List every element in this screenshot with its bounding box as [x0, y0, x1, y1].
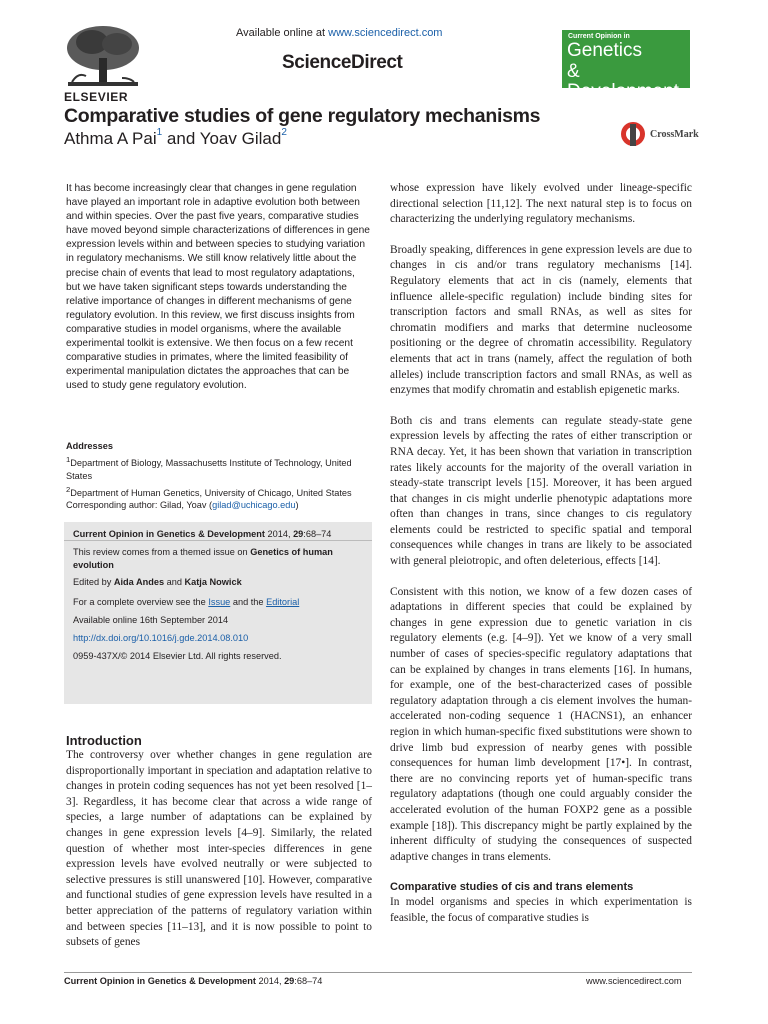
abstract: It has become increasingly clear that changes in gene regulation have played an important role in adaptive evolution both between and within species. Over the past five years, comparative studies have moved beyond simple characterizations of differences in gene expression levels within and between species to studying variation in regulatory mechanisms. We still know relatively little about the precise chain of events that lead to most regulatory adaptations, but we have taken significant steps towards understanding the relative importance of changes in different mechanisms of gene regulatory evolution. In this review, we first discuss insights from comparative studies in model organisms, where the available experimental toolkit is extensive. We then focus on a few recent comparative studies in primates, where the limited feasibility of experimental manipulation dictates the approaches that can be used to study gene regulatory evolution. [66, 183, 370, 392]
badge-line-1: Genetics [567, 40, 642, 61]
info-editor-1: Aida Andes [113, 577, 165, 587]
badge-small-text: Current Opinion in [568, 33, 630, 40]
crossmark-label: CrossMark [650, 129, 699, 140]
info-overview-prefix: For a complete overview see the [73, 597, 209, 607]
journal-badge [562, 30, 690, 102]
author-1: Athma A Pai [64, 129, 157, 148]
doi-link[interactable]: http://dx.doi.org/10.1016/j.gde.2014.08.010 [73, 633, 249, 643]
info-theme-prefix: This review comes from a themed issue on [73, 547, 251, 557]
info-year: 2014, [264, 529, 294, 539]
elsevier-tree-logo [62, 22, 144, 98]
email-link[interactable]: gilad@uchicago.edu [212, 500, 296, 510]
info-available: Available online 16th September 2014 [73, 615, 229, 625]
info-editor-2: Katja Nowick [184, 577, 242, 587]
address-1 [66, 453, 371, 483]
corresponding-suffix: ) [295, 500, 299, 510]
address-1-text: Department of Biology, Massachusetts Institute of Technology, United States [66, 458, 352, 482]
sciencedirect-link[interactable]: www.sciencedirect.com [328, 27, 443, 39]
section-heading-cis-trans: Comparative studies of cis and trans elements [390, 881, 634, 894]
right-paragraph-1: whose expression have likely evolved under lineage-specific directional selection [11,12]. The next natural step is to focus on characterizing the underlying regulatory mechanisms. [390, 182, 692, 226]
available-online-line [236, 27, 442, 39]
footer-divider [64, 972, 692, 973]
available-online-prefix: Available online at [236, 27, 329, 39]
address-1-number: 1 [66, 455, 71, 464]
article-title: Comparative studies of gene regulatory mechanisms [64, 105, 541, 127]
info-theme [73, 546, 333, 559]
info-overview [73, 596, 299, 609]
issue-link[interactable]: Issue [208, 597, 231, 607]
address-2 [66, 483, 371, 500]
author-2: Yoav Gilad [199, 129, 282, 148]
info-journal: Current Opinion in Genetics & Development [73, 529, 265, 539]
author-1-affiliation[interactable]: 1 [156, 127, 163, 138]
footer-year: 2014, [255, 976, 285, 986]
info-overview-and: and the [230, 597, 267, 607]
addresses-heading: Addresses [66, 441, 113, 451]
address-2-number: 2 [66, 485, 71, 495]
info-edited-and: and [164, 577, 185, 587]
info-theme-bold-1: Genetics of human [250, 547, 333, 557]
info-pages: :68–74 [303, 529, 332, 539]
right-paragraph-3: Both cis and trans elements can regulate steady-state gene expression levels by affecting the rates of either transcription or RNA decay. Yet, it has been shown that variation in transcription rates likely accounts for the majority of the overall variation in steady-state transcript levels [15]. Moreover, it has been argued that changes in cis might underlie phenotypic adaptations more often than changes in trans, since changes to cis regulatory elements could be restricted to specific spatial and temporal consequences while changes in trans are likely to be associated with general pleiotropic, and often deleterious, effects [14]. [390, 414, 692, 568]
footer-pages: :68–74 [294, 976, 323, 986]
info-edited-by [73, 576, 242, 589]
corresponding-author [66, 500, 371, 510]
info-divider [64, 540, 372, 541]
article-info-box [64, 522, 372, 704]
footer-citation [64, 976, 322, 986]
info-copyright: 0959-437X/© 2014 Elsevier Ltd. All rights reserved. [73, 651, 282, 661]
address-2-text: Department of Human Genetics, University of Chicago, United States [70, 488, 352, 499]
sciencedirect-wordmark: ScienceDirect [282, 52, 403, 73]
editorial-link[interactable]: Editorial [266, 597, 300, 607]
info-volume: 29 [293, 529, 304, 539]
right-paragraph-5: In model organisms and species in which experimentation is feasible, the focus of comparative studies is [390, 896, 692, 924]
badge-line-2: & Development [567, 61, 679, 102]
author-conjunction: and [162, 129, 200, 148]
info-theme-bold-2: evolution [73, 560, 114, 570]
publisher-wordmark: ELSEVIER [64, 90, 129, 104]
introduction-body: The controversy over whether changes in gene regulation are disproportionally important in speciation and adaptation relative to changes in protein coding sequences has not yet been resolved [1–3]. Regardless, it has become clear that across a wide range of species, a large number of adaptations can be explained by changes in gene expression levels [4–9]. Similarly, the related question of whether most inter-species differences in gene expression levels have evolved neutrally or were subjected to selective pressures is still unanswered [10]. However, comparative and functional studies of gene expression levels have resulted in a better appreciation of the patterns of regulatory variation within and between species [11–13], and it is now possible to point to subsets of genes [66, 749, 372, 949]
footer-volume: 29 [284, 976, 295, 986]
footer-journal: Current Opinion in Genetics & Development [64, 976, 256, 986]
right-paragraph-4: Consistent with this notion, we know of a few dozen cases of adaptations in different species that could be explained by changes in gene expression due to genetic variation in cis regulatory elements (e.g. [4–9]). Yet we know of a very small number of cases of species-specific regulatory adaptations that can be explained by changes in trans elements [16]. In humans, for example, one of the best-characterized cases of possible regulatory adaptation through a cis element involves the human-accelerated non-coding sequence 1 (HACNS1), an enhancer region in which human-specific fixed substitutions were shown to drive limb bud expression of nearby genes with possible consequences for human limb development [17•]. In contrast, there are no convincing reports yet of human-specific trans regulatory adaptations (though one could arguably consider the accelerated evolution of the human FOXP2 gene as a possible example [18]). This discrepancy might be partly explained by the inherent difficulty of studying the consequences of suspected adaptive changes in trans elements. [390, 585, 692, 863]
right-paragraph-2: Broadly speaking, differences in gene expression levels are due to changes in cis and/or trans regulatory mechanisms [14]. Regulatory elements that act in cis (namely, elements that influence allele-specific regulation) include binding sites for transcription factors and small RNAs, as well as sites for chromatin modifiers and marks that determine nucleosome positioning or the degree of chromatin accessibility. Regulatory elements that act in trans (namely, affect the regulation of both alleles) include transcription factors and small RNAs, as well as enzymes that modify chromatin and establish epigenetic marks. [390, 243, 692, 397]
right-column [390, 181, 692, 942]
author-line [64, 129, 287, 149]
crossmark-icon [620, 120, 646, 150]
introduction-heading: Introduction [66, 733, 142, 748]
corresponding-prefix: Corresponding author: Gilad, Yoav ( [66, 500, 213, 510]
crossmark-button[interactable] [620, 120, 730, 152]
info-edited-prefix: Edited by [73, 577, 114, 587]
addresses [66, 440, 371, 500]
footer-url[interactable]: www.sciencedirect.com [586, 976, 682, 986]
author-2-affiliation[interactable]: 2 [281, 127, 287, 138]
info-theme-line-2 [73, 559, 114, 572]
